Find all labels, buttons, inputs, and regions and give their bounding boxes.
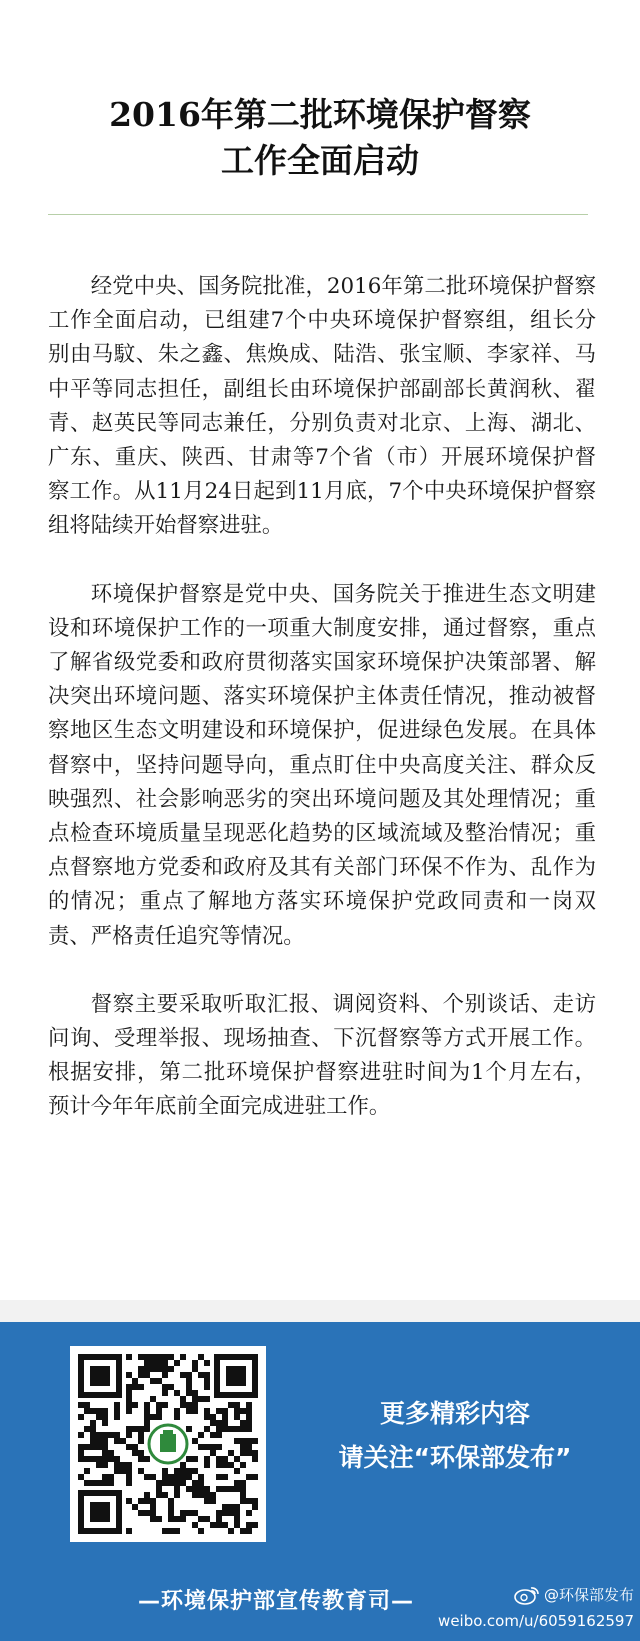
qr-code-icon — [70, 1346, 266, 1542]
article-body — [48, 270, 596, 1125]
title-line-2: 工作全面启动 — [221, 141, 419, 180]
weibo-icon — [514, 1585, 540, 1605]
promo-line-1: 更多精彩内容 — [379, 1399, 530, 1428]
paragraph-2: 环境保护督察是党中央、国务院关于推进生态文明建设和环境保护工作的一项重大制度安排，通过督察，重点了解省级党委和政府贯彻落实国家环境保护决策部署、解决突出环境问题、落实环境保护主体责任情况，推动被督察地区生态文明建设和环境保护，促进绿色发展。在具体督察中，坚持问题导向，重点盯住中央高度关注、群众反映强烈、社会影响恶劣的突出环境问题及其处理情况；重点检查环境质量呈现恶化趋势的区域流域及整治情况；重点督察地方党委和政府及其有关部门环保不作为、乱作为的情况；重点了解地方落实环境保护党政同责和一岗双责、严格责任追究等情况。 — [48, 581, 596, 949]
follow-promo — [270, 1392, 640, 1480]
title-line-1: 2016年第二批环境保护督察 — [109, 95, 531, 134]
section-gap — [0, 1300, 640, 1322]
weibo-watermark — [514, 1584, 634, 1605]
footer-banner — [0, 1322, 640, 1641]
paragraph-3: 督察主要采取听取汇报、调阅资料、个别谈话、走访问询、受理举报、现场抽查、下沉督察等方式开展工作。根据安排，第二批环境保护督察进驻时间为1个月左右，预计今年年底前全面完成进驻工作。 — [48, 991, 596, 1120]
paragraph-1: 经党中央、国务院批准，2016年第二批环境保护督察工作全面启动，已组建7个中央环境保护督察组，组长分别由马馼、朱之鑫、焦焕成、陆浩、张宝顺、李家祥、马中平等同志担任，副组长由环境保护部副部长黄润秋、翟青、赵英民等同志兼任，分别负责对北京、上海、湖北、广东、重庆、陕西、甘肃等7个省（市）开展环境保护督察工作。从11月24日起到11月底，7个中央环境保护督察组将陆续开始督察进驻。 — [48, 274, 596, 539]
weibo-url: weibo.com/u/6059162597 — [438, 1612, 634, 1630]
weibo-handle-text: @环保部发布 — [543, 1586, 634, 1604]
promo-line-2: 请关注“环保部发布” — [338, 1443, 572, 1472]
department-signature: —环境保护部宣传教育司— — [138, 1589, 415, 1614]
page-title — [0, 92, 640, 184]
title-divider — [48, 214, 588, 215]
